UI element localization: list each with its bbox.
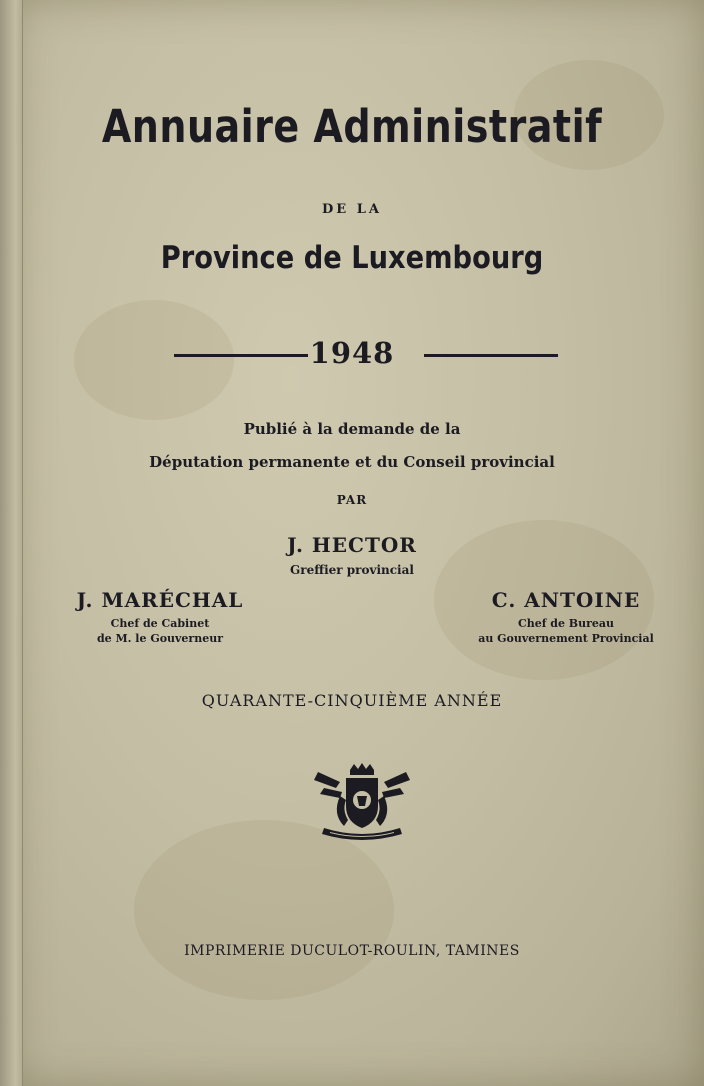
author-antoine-role-1: Chef de Bureau xyxy=(517,617,615,630)
author-marechal-role-2: de M. le Gouverneur xyxy=(96,632,224,645)
par-text: PAR xyxy=(336,493,368,507)
year: 1948 xyxy=(309,336,395,370)
author-hector-name: J. HECTOR xyxy=(287,533,417,557)
province-title: Province de Luxembourg xyxy=(160,240,544,276)
de-la-text: DE LA xyxy=(322,202,382,217)
coat-of-arms-icon xyxy=(310,762,414,844)
annee-line: QUARANTE-CINQUIÈME ANNÉE xyxy=(201,691,503,710)
publie-line: Publié à la demande de la xyxy=(243,420,461,438)
author-antoine-role-2: au Gouvernement Provincial xyxy=(478,632,654,645)
deputation-line: Députation permanente et du Conseil provincial xyxy=(149,453,555,471)
author-hector-role: Greffier provincial xyxy=(290,563,414,577)
cover-title: Annuaire Administratif xyxy=(101,100,603,153)
author-marechal-name: J. MARÉCHAL xyxy=(76,588,244,612)
author-marechal xyxy=(40,588,280,646)
author-antoine xyxy=(456,588,676,646)
author-marechal-role-1: Chef de Cabinet xyxy=(110,617,210,630)
author-antoine-name: C. ANTOINE xyxy=(491,588,641,612)
printer-line: IMPRIMERIE DUCULOT-ROULIN, TAMINES xyxy=(184,943,520,959)
year-rule-right xyxy=(424,354,558,357)
year-row xyxy=(0,336,704,376)
